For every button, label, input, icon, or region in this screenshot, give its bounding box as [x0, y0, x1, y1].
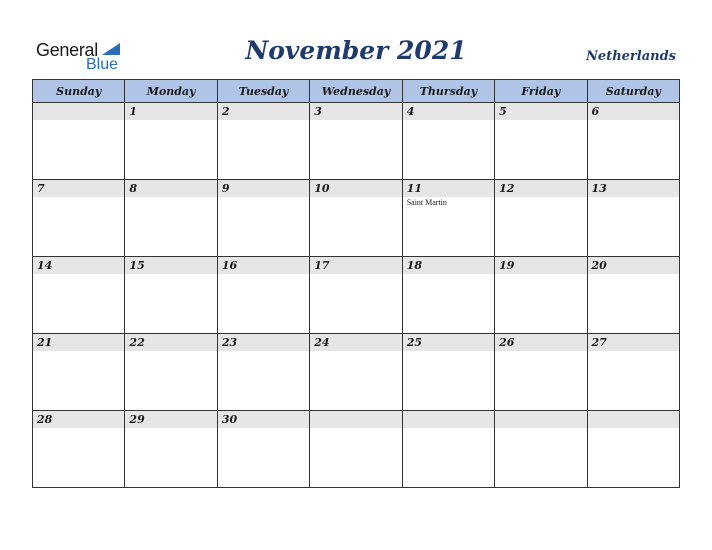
day-number: 24	[310, 334, 401, 351]
holiday-label	[33, 197, 124, 198]
day-number: 3	[310, 103, 401, 120]
holiday-label	[495, 197, 586, 198]
weekday-header: Sunday	[33, 80, 125, 103]
day-cell	[217, 411, 309, 488]
holiday-label	[218, 274, 309, 275]
holiday-label	[310, 274, 401, 275]
day-cell	[310, 257, 402, 334]
weekday-header: Friday	[495, 80, 587, 103]
day-cell	[587, 257, 679, 334]
country-label: Netherlands	[586, 49, 676, 64]
weekday-header: Saturday	[587, 80, 679, 103]
holiday-label	[218, 120, 309, 121]
day-cell	[402, 257, 494, 334]
day-cell	[495, 180, 587, 257]
day-cell	[587, 334, 679, 411]
day-cell	[33, 411, 125, 488]
day-number: 9	[218, 180, 309, 197]
day-number	[403, 411, 494, 428]
day-cell	[33, 334, 125, 411]
day-number	[495, 411, 586, 428]
day-cell	[33, 103, 125, 180]
week-row	[33, 103, 680, 180]
day-cell	[495, 103, 587, 180]
day-number: 22	[125, 334, 216, 351]
day-cell	[587, 180, 679, 257]
day-cell	[402, 180, 494, 257]
holiday-label	[588, 120, 679, 121]
day-cell	[310, 334, 402, 411]
day-cell	[125, 334, 217, 411]
day-number: 14	[33, 257, 124, 274]
holiday-label	[403, 351, 494, 352]
day-number: 10	[310, 180, 401, 197]
day-number: 21	[33, 334, 124, 351]
holiday-label	[33, 351, 124, 352]
day-number: 5	[495, 103, 586, 120]
week-row	[33, 257, 680, 334]
day-cell	[402, 411, 494, 488]
holiday-label	[310, 351, 401, 352]
holiday-label	[403, 120, 494, 121]
day-number: 25	[403, 334, 494, 351]
holiday-label	[310, 428, 401, 429]
day-number: 11	[403, 180, 494, 197]
calendar-grid	[32, 79, 680, 488]
day-number: 6	[588, 103, 679, 120]
day-cell	[33, 180, 125, 257]
holiday-label	[33, 274, 124, 275]
day-number: 2	[218, 103, 309, 120]
day-number: 27	[588, 334, 679, 351]
day-cell	[310, 180, 402, 257]
day-number: 16	[218, 257, 309, 274]
holiday-label	[33, 120, 124, 121]
day-cell	[125, 103, 217, 180]
day-cell	[495, 257, 587, 334]
holiday-label	[125, 120, 216, 121]
holiday-label	[495, 120, 586, 121]
day-cell	[33, 257, 125, 334]
holiday-label	[588, 351, 679, 352]
holiday-label	[125, 428, 216, 429]
day-number: 1	[125, 103, 216, 120]
day-cell	[217, 180, 309, 257]
holiday-label	[33, 428, 124, 429]
calendar-title: November 2021	[245, 36, 467, 65]
day-cell	[125, 180, 217, 257]
day-cell	[125, 257, 217, 334]
day-number: 8	[125, 180, 216, 197]
day-cell	[587, 103, 679, 180]
weekday-header-row	[33, 80, 680, 103]
day-number: 29	[125, 411, 216, 428]
day-number: 30	[218, 411, 309, 428]
day-number: 28	[33, 411, 124, 428]
day-number: 26	[495, 334, 586, 351]
holiday-label	[588, 428, 679, 429]
holiday-label: Saint Martin	[406, 198, 447, 207]
holiday-label	[310, 197, 401, 198]
weekday-header: Thursday	[402, 80, 494, 103]
day-cell	[402, 103, 494, 180]
day-number: 12	[495, 180, 586, 197]
holiday-label	[125, 351, 216, 352]
day-number: 4	[403, 103, 494, 120]
holiday-label	[588, 197, 679, 198]
day-number	[588, 411, 679, 428]
weekday-header: Wednesday	[310, 80, 402, 103]
holiday-label	[218, 351, 309, 352]
holiday-label	[588, 274, 679, 275]
day-number	[310, 411, 401, 428]
weekday-header: Monday	[125, 80, 217, 103]
day-number: 7	[33, 180, 124, 197]
day-cell	[217, 257, 309, 334]
holiday-label	[218, 428, 309, 429]
day-number: 13	[588, 180, 679, 197]
holiday-label	[495, 274, 586, 275]
day-cell	[587, 411, 679, 488]
weekday-header: Tuesday	[217, 80, 309, 103]
day-cell	[217, 334, 309, 411]
week-row	[33, 180, 680, 257]
logo-text-blue: Blue	[86, 56, 119, 73]
day-cell	[495, 411, 587, 488]
holiday-label	[218, 197, 309, 198]
holiday-label	[403, 274, 494, 275]
week-row	[33, 411, 680, 488]
day-cell	[310, 411, 402, 488]
day-cell	[217, 103, 309, 180]
holiday-label	[495, 428, 586, 429]
week-row	[33, 334, 680, 411]
day-number: 15	[125, 257, 216, 274]
day-number: 20	[588, 257, 679, 274]
day-number: 23	[218, 334, 309, 351]
holiday-label	[310, 120, 401, 121]
day-number: 19	[495, 257, 586, 274]
logo-text-general: General	[36, 40, 98, 60]
holiday-label	[495, 351, 586, 352]
day-number: 17	[310, 257, 401, 274]
holiday-label	[125, 274, 216, 275]
day-number: 18	[403, 257, 494, 274]
day-cell	[402, 334, 494, 411]
day-number	[33, 103, 124, 120]
holiday-label	[125, 197, 216, 198]
day-cell	[125, 411, 217, 488]
day-cell	[310, 103, 402, 180]
holiday-label	[403, 428, 494, 429]
day-cell	[495, 334, 587, 411]
